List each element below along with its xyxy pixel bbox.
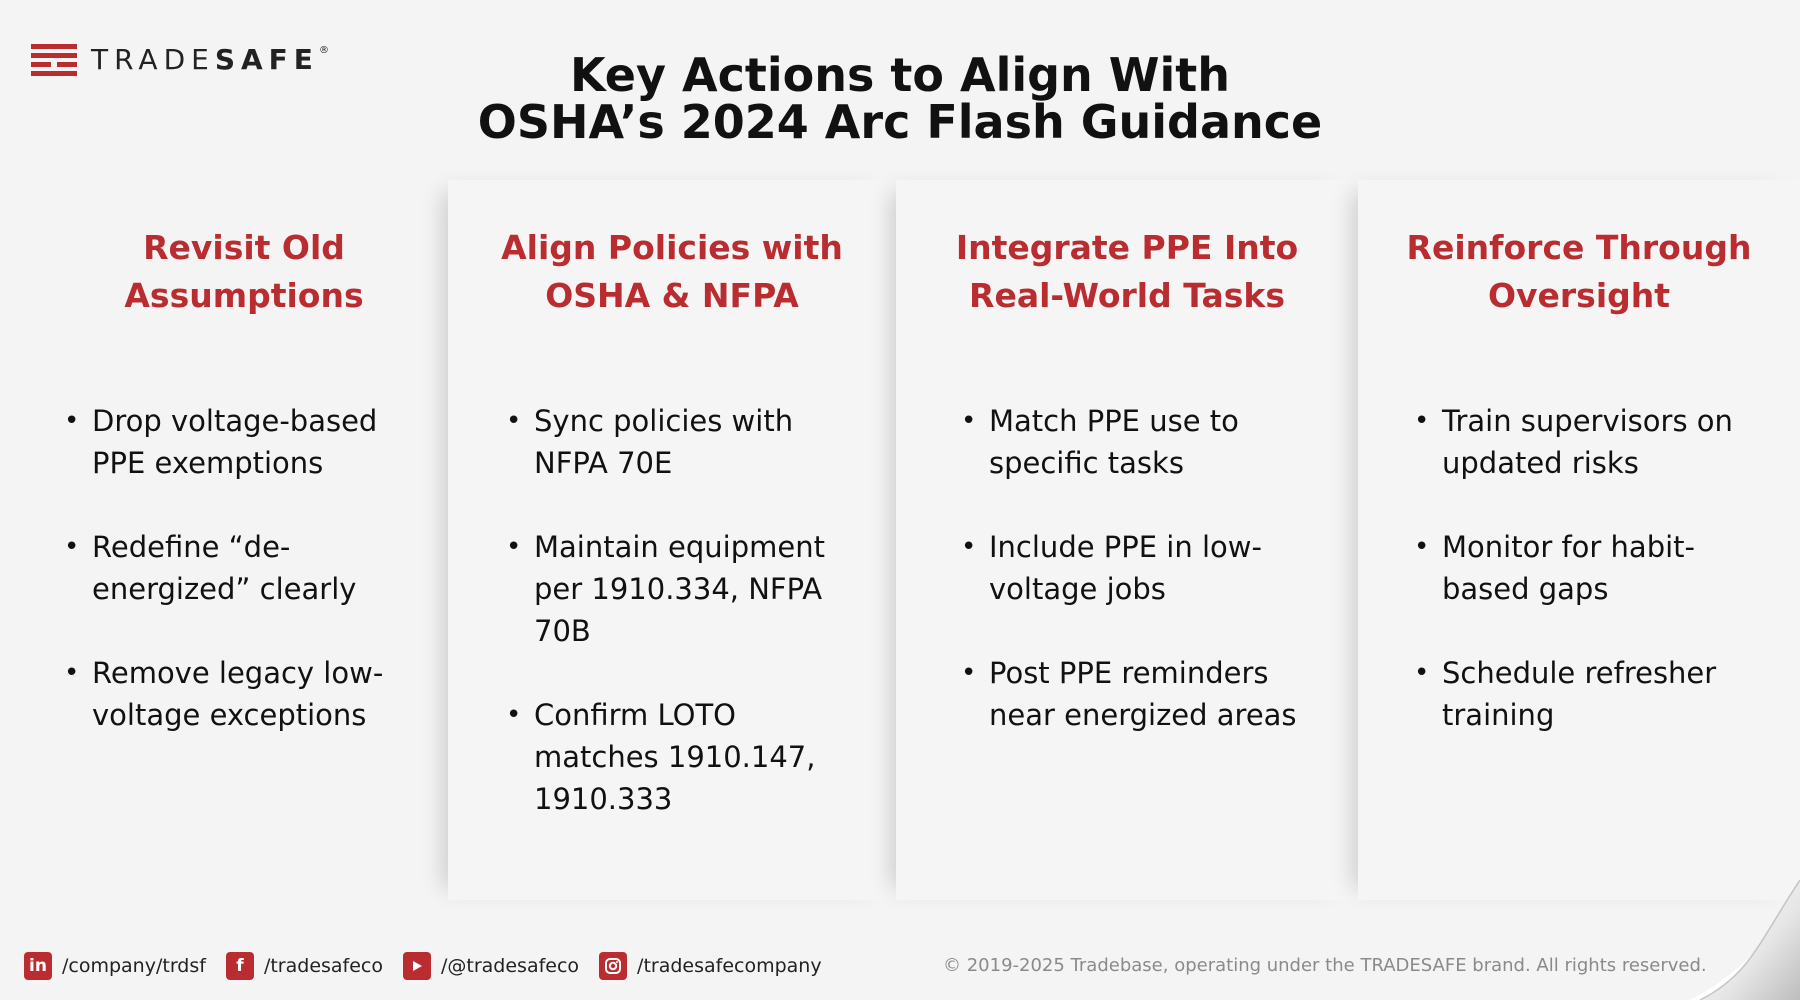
social-link-youtube[interactable]: [403, 952, 579, 980]
social-link-linkedin[interactable]: [24, 952, 206, 980]
action-list: [64, 400, 404, 778]
youtube-icon: [403, 952, 431, 980]
social-link-label: /tradesafecompany: [637, 955, 822, 977]
column-title: [448, 224, 896, 320]
linkedin-icon: in: [24, 952, 52, 980]
brand-name-light: TRADE: [91, 43, 215, 76]
column-reinforce-oversight: [1358, 180, 1800, 900]
action-list: [961, 400, 1341, 778]
list-item: • Schedule refresher training: [1414, 652, 1774, 736]
column-title-line1: Revisit Old: [143, 228, 345, 267]
action-list: [1414, 400, 1774, 778]
footer-social-links: [24, 952, 832, 980]
facebook-icon: f: [226, 952, 254, 980]
column-align-policies: [448, 180, 896, 900]
instagram-icon: [599, 952, 627, 980]
column-title-line2: OSHA & NFPA: [545, 276, 799, 315]
column-title-line1: Reinforce Through: [1406, 228, 1752, 267]
brand-name: [91, 43, 329, 76]
column-title-line2: Real-World Tasks: [969, 276, 1285, 315]
column-title: [40, 224, 448, 320]
social-link-label: /@tradesafeco: [441, 955, 580, 977]
column-title: [896, 224, 1358, 320]
action-list: [506, 400, 846, 862]
list-item: • Monitor for habit-based gaps: [1414, 526, 1774, 610]
column-integrate-ppe: [896, 180, 1358, 900]
page-curl-decoration: [1690, 880, 1800, 1000]
list-item: • Confirm LOTO matches 1910.147, 1910.333: [506, 694, 846, 820]
column-title-line1: Integrate PPE Into: [955, 228, 1299, 267]
list-item: • Match PPE use to specific tasks: [961, 400, 1341, 484]
brand-logo: [31, 43, 329, 76]
social-link-label: /tradesafeco: [263, 955, 383, 977]
list-item: • Drop voltage-based PPE exemptions: [64, 400, 404, 484]
brand-name-bold: SAFE: [214, 43, 319, 76]
list-item: • Remove legacy low-voltage exceptions: [64, 652, 404, 736]
column-revisit-assumptions: [0, 180, 448, 900]
column-title-line2: Oversight: [1487, 276, 1671, 315]
column-title-line2: Assumptions: [124, 276, 364, 315]
social-link-label: /company/trdsf: [62, 955, 206, 977]
page-title-line1: Key Actions to Align With: [569, 48, 1231, 102]
copyright-text: © 2019-2025 Tradebase, operating under the TRADESAFE brand. All rights reserved.: [943, 955, 1707, 976]
page-title-line2: OSHA’s 2024 Arc Flash Guidance: [477, 95, 1323, 149]
social-link-facebook[interactable]: [226, 952, 383, 980]
registered-mark: ®: [318, 45, 329, 56]
play-icon: [410, 959, 424, 973]
tradesafe-logo-icon: [31, 44, 77, 76]
page-title: [300, 48, 1500, 149]
column-title-line1: Align Policies with: [501, 228, 843, 267]
column-title: [1358, 224, 1800, 320]
list-item: • Maintain equipment per 1910.334, NFPA 70B: [506, 526, 846, 652]
list-item: • Post PPE reminders near energized areas: [961, 652, 1341, 736]
list-item: • Train supervisors on updated risks: [1414, 400, 1774, 484]
social-link-instagram[interactable]: [599, 952, 822, 980]
list-item: • Redefine “de-energized” clearly: [64, 526, 404, 610]
list-item: • Sync policies with NFPA 70E: [506, 400, 846, 484]
action-columns: [0, 180, 1800, 900]
list-item: • Include PPE in low-voltage jobs: [961, 526, 1341, 610]
camera-icon: [604, 957, 622, 975]
